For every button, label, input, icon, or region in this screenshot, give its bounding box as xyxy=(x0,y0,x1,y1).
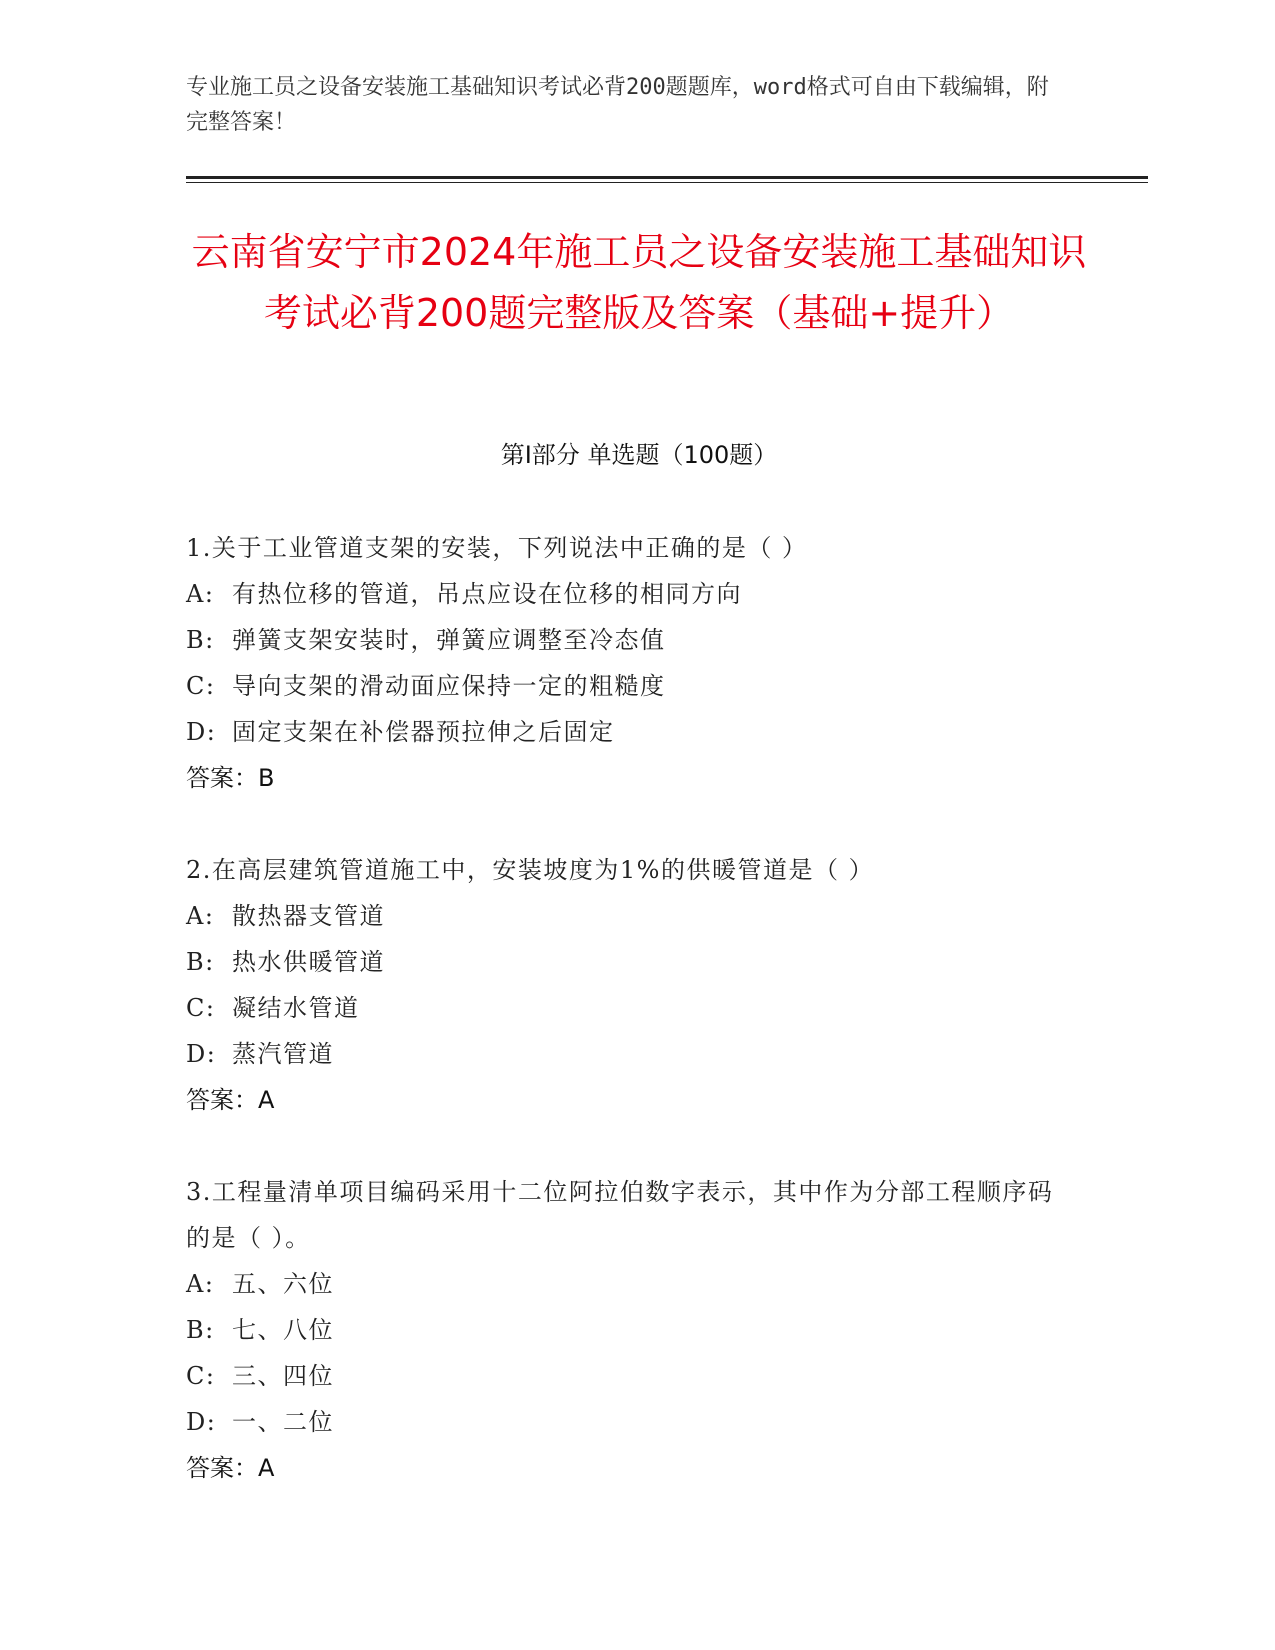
answer-line xyxy=(186,1077,1066,1123)
document-title: 云南省安宁市2024年施工员之设备安装施工基础知识考试必背200题完整版及答案（基础+提升） xyxy=(191,230,1087,335)
header-divider-thick xyxy=(186,176,1148,179)
option-d xyxy=(186,709,1066,755)
option-text: 三、四位 xyxy=(232,1362,334,1390)
answer-value: A xyxy=(258,1086,275,1114)
option-d xyxy=(186,1399,1066,1445)
option-letter: B: xyxy=(186,948,215,976)
option-letter: D: xyxy=(186,1040,217,1068)
option-text: 导向支架的滑动面应保持一定的粗糙度 xyxy=(232,672,666,700)
option-text: 蒸汽管道 xyxy=(232,1040,334,1068)
option-letter: D: xyxy=(186,1408,217,1436)
option-b xyxy=(186,617,1066,663)
option-c xyxy=(186,985,1066,1031)
answer-label: 答案： xyxy=(186,764,258,792)
option-letter: B: xyxy=(186,1316,215,1344)
option-text: 弹簧支架安装时，弹簧应调整至冷态值 xyxy=(232,626,666,654)
answer-label: 答案： xyxy=(186,1086,258,1114)
option-text: 一、二位 xyxy=(232,1408,334,1436)
header-note: 专业施工员之设备安装施工基础知识考试必背200题题库，word格式可自由下载编辑，附完整答案！ xyxy=(186,75,1049,135)
question-2 xyxy=(186,847,1066,1123)
option-text: 凝结水管道 xyxy=(232,994,360,1022)
question-stem: 2.在高层建筑管道施工中，安装坡度为1%的供暖管道是（ ） xyxy=(186,856,875,884)
option-a xyxy=(186,893,1066,939)
option-letter: C: xyxy=(186,672,216,700)
option-letter: C: xyxy=(186,994,216,1022)
answer-line xyxy=(186,1445,1066,1491)
option-d xyxy=(186,1031,1066,1077)
question-stem: 3.工程量清单项目编码采用十二位阿拉伯数字表示，其中作为分部工程顺序码的是（ ）。 xyxy=(186,1178,1054,1252)
option-letter: B: xyxy=(186,626,215,654)
option-c xyxy=(186,1353,1066,1399)
option-text: 有热位移的管道，吊点应设在位移的相同方向 xyxy=(232,580,742,608)
header-divider-thin xyxy=(186,182,1148,183)
option-b xyxy=(186,1307,1066,1353)
answer-label: 答案： xyxy=(186,1454,258,1482)
option-c xyxy=(186,663,1066,709)
option-text: 散热器支管道 xyxy=(232,902,385,930)
option-letter: A: xyxy=(186,902,215,930)
option-a xyxy=(186,571,1066,617)
answer-value: B xyxy=(258,764,275,792)
option-text: 五、六位 xyxy=(232,1270,334,1298)
answer-value: A xyxy=(258,1454,275,1482)
question-3 xyxy=(186,1169,1066,1491)
option-text: 七、八位 xyxy=(232,1316,334,1344)
section-heading: 第Ⅰ部分 单选题（100题） xyxy=(500,441,778,469)
option-letter: D: xyxy=(186,718,217,746)
question-1 xyxy=(186,525,1066,801)
option-letter: A: xyxy=(186,1270,215,1298)
question-list xyxy=(186,525,1066,1537)
question-stem: 1.关于工业管道支架的安装，下列说法中正确的是（ ） xyxy=(186,534,808,562)
option-text: 固定支架在补偿器预拉伸之后固定 xyxy=(232,718,615,746)
option-letter: A: xyxy=(186,580,215,608)
option-letter: C: xyxy=(186,1362,216,1390)
option-text: 热水供暖管道 xyxy=(232,948,385,976)
answer-line xyxy=(186,755,1066,801)
option-b xyxy=(186,939,1066,985)
option-a xyxy=(186,1261,1066,1307)
